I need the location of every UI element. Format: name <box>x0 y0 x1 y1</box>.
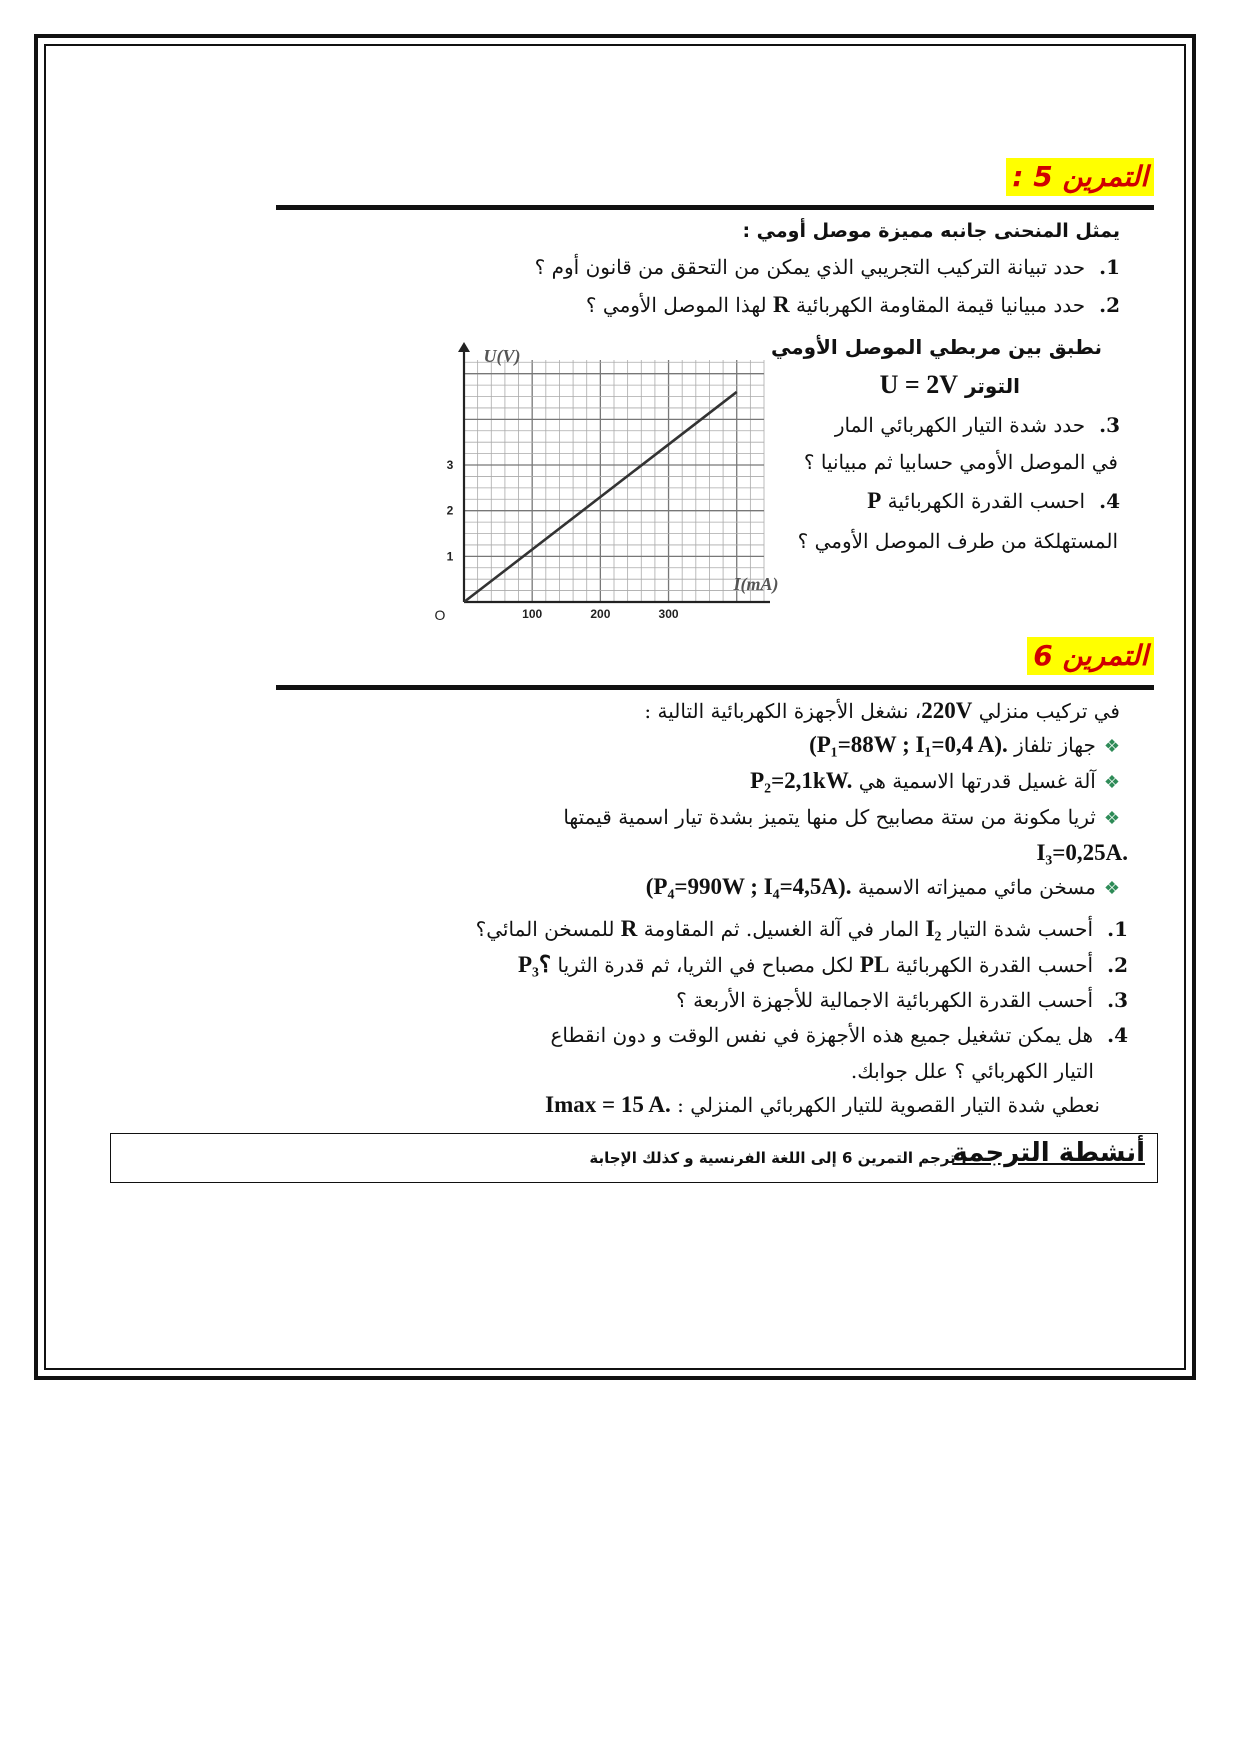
exercise6-divider <box>276 685 1154 690</box>
question-text: أحسب شدة التيار <box>947 917 1094 941</box>
voltage-value: U = 2V <box>879 370 958 399</box>
question-text: لهذا الموصل الأومي ؟ <box>585 293 767 317</box>
question-number: 2. <box>1099 293 1120 317</box>
exercise6-question-3 <box>676 985 1128 1015</box>
exercise5-apply-line2 <box>880 370 1020 401</box>
question-text: حدد شدة التيار الكهربائي المار <box>834 413 1086 437</box>
resistance-symbol: R <box>620 916 638 941</box>
chandelier-power-symbol: P₃؟ <box>517 952 552 977</box>
question-number: 4. <box>1107 1023 1128 1047</box>
diamond-bullet-icon: ❖ <box>1103 878 1120 899</box>
y-axis-label: U(V) <box>483 346 521 366</box>
x-tick-label: 100 <box>522 607 543 621</box>
exercise5-question-2 <box>586 290 1120 320</box>
translation-title: أنشطة الترجمة <box>952 1138 1145 1168</box>
intro-text: ، نشغل الأجهزة الكهربائية التالية : <box>644 699 922 723</box>
question-text: لكل مصباح في الثريا، ثم قدرة الثريا <box>557 953 854 977</box>
resistance-symbol: R <box>773 292 790 317</box>
exercise6-question-2 <box>518 950 1128 980</box>
device-ratings: I₃=0,25A. <box>1036 840 1128 865</box>
question-text: المار في آلة الغسيل. ثم المقاومة <box>643 917 920 941</box>
y-tick-label: 2 <box>446 503 454 518</box>
exercise5-question-3-line1 <box>835 410 1120 440</box>
device-item-heater <box>646 872 1120 904</box>
max-current: Imax = 15 A. <box>545 1092 671 1117</box>
exercise5-question-4-line2: المستهلكة من طرف الموصل الأومي ؟ <box>797 529 1118 553</box>
x-tick-label: 300 <box>658 607 679 621</box>
diamond-bullet-icon: ❖ <box>1103 808 1120 829</box>
device-text: مسخن مائي مميزاته الاسمية <box>857 875 1096 899</box>
chart-labels <box>435 346 779 623</box>
question-text: حدد مبيانيا قيمة المقاومة الكهربائية <box>796 293 1086 317</box>
device-item-tv <box>809 730 1120 762</box>
ohmic-characteristic-chart <box>430 330 800 630</box>
device-ratings: (P₄=990W ; I₄=4,5A). <box>645 874 852 899</box>
exercise5-title: التمرين 5 : <box>1006 158 1154 196</box>
device-item-chandelier <box>563 802 1120 834</box>
device-ratings: P₂=2,1kW. <box>750 768 853 793</box>
origin-label: O <box>434 607 446 623</box>
question-text: هل يمكن تشغيل جميع هذه الأجهزة في نفس الوقت و دون انقطاع <box>550 1023 1094 1047</box>
question-text: حدد تبيانة التركيب التجريبي الذي يمكن من التحقق من قانون أوم ؟ <box>534 255 1086 279</box>
x-axis-label: I(mA) <box>733 574 779 594</box>
diamond-bullet-icon: ❖ <box>1103 736 1120 757</box>
y-tick-label: 1 <box>446 549 454 564</box>
exercise5-apply-line1: نطبق بين مربطي الموصل الأومي <box>770 335 1102 359</box>
exercise6-question-4-line2: التيار الكهربائي ؟ علل جوابك. <box>850 1059 1094 1083</box>
exercise6-intro <box>644 696 1120 726</box>
chart-grid <box>464 360 764 602</box>
question-text: احسب القدرة الكهربائية <box>887 489 1086 513</box>
question-number: 3. <box>1099 413 1120 437</box>
question-text: أحسب القدرة الكهربائية الاجمالية للأجهزة الأربعة ؟ <box>676 988 1094 1012</box>
question-text: للمسخن المائي؟ <box>475 917 615 941</box>
y-axis-arrow <box>458 342 470 352</box>
exercise5-question-1 <box>535 252 1120 282</box>
question-number: 1. <box>1107 917 1128 941</box>
device-ratings: (P₁=88W ; I₁=0,4 A). <box>809 732 1008 757</box>
exercise5-question-4-line1 <box>867 486 1120 516</box>
device-item-washer <box>750 766 1120 798</box>
exercise6-title: التمرين 6 <box>1027 637 1154 675</box>
mains-voltage: 220V <box>921 698 973 723</box>
device-text: آلة غسيل قدرتها الاسمية هي <box>858 769 1096 793</box>
translation-activity-box <box>110 1133 1158 1183</box>
device-text: جهاز تلفاز <box>1014 733 1096 757</box>
exercise5-divider <box>276 205 1154 210</box>
device-item-chandelier-value <box>1036 838 1128 868</box>
exercise6-question-1 <box>476 914 1128 944</box>
question-number: 2. <box>1107 953 1128 977</box>
question-number: 4. <box>1099 489 1120 513</box>
x-tick-label: 200 <box>590 607 611 621</box>
lamp-power-symbol: PL <box>859 952 890 977</box>
question-text: أحسب القدرة الكهربائية <box>895 953 1094 977</box>
exercise6-given <box>545 1090 1100 1120</box>
question-number: 1. <box>1099 255 1120 279</box>
diamond-bullet-icon: ❖ <box>1103 772 1120 793</box>
exercise5-question-3-line2: في الموصل الأومي حسابيا ثم مبيانيا ؟ <box>803 450 1118 474</box>
given-text: نعطي شدة التيار القصوية للتيار الكهربائي المنزلي : <box>677 1093 1100 1117</box>
exercise5-intro: يمثل المنحنى جانبه مميزة موصل أومي : <box>742 220 1120 242</box>
exercise6-question-4-line1 <box>550 1020 1128 1050</box>
voltage-label: التوتر <box>964 374 1020 398</box>
question-number: 3. <box>1107 988 1128 1012</box>
power-symbol: P <box>867 488 882 513</box>
device-text: ثريا مكونة من ستة مصابيح كل منها يتميز بشدة تيار اسمية قيمتها <box>563 805 1096 829</box>
y-tick-label: 3 <box>446 458 454 473</box>
translation-instruction: : ترجم التمرين 6 إلى اللغة الفرنسية و كذلك الإجابة <box>589 1149 967 1167</box>
current-symbol: I₂ <box>925 916 942 941</box>
intro-text: في تركيب منزلي <box>978 699 1120 723</box>
